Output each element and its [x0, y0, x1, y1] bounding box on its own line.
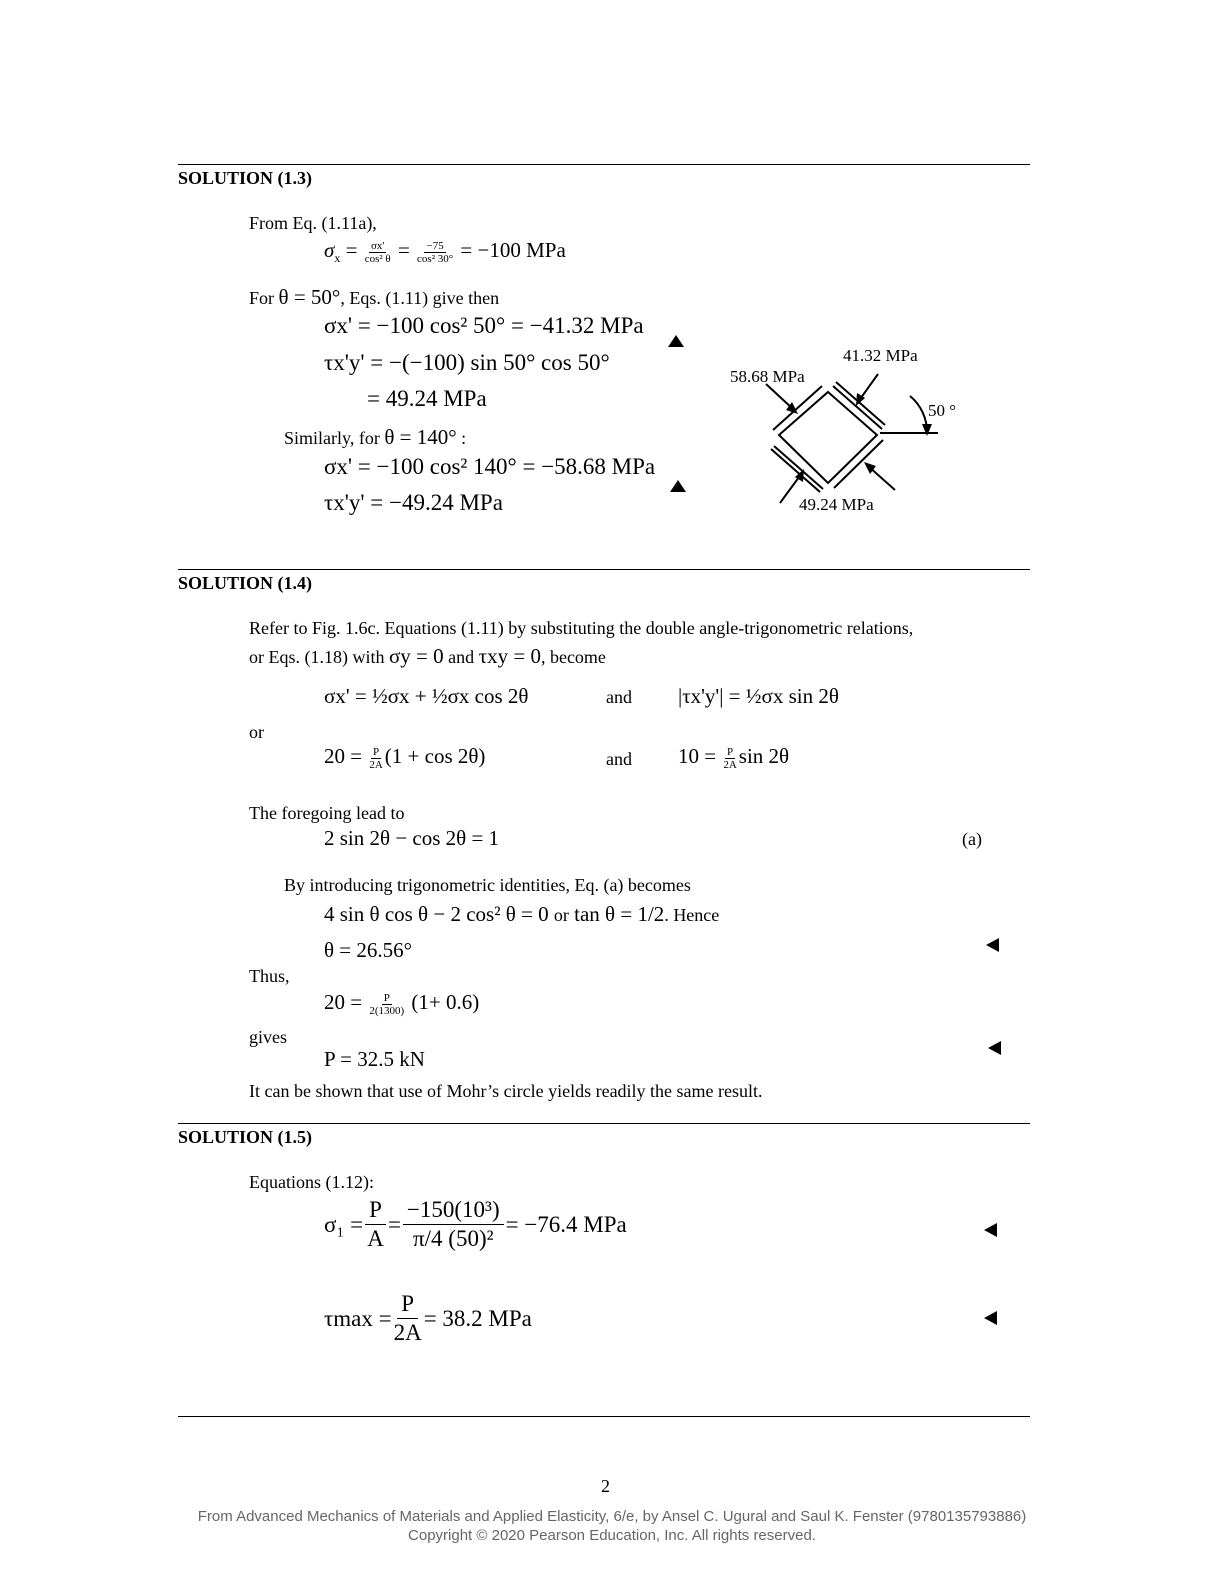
fraction-p-over-2a: $\frac{P}{2A}$: [369, 745, 383, 771]
eq-sigma-double-angle: σx' = ½σx + ½σx cos 2θ: [324, 684, 529, 708]
eq-sigma-x-lhs: σ: [324, 238, 335, 262]
label-49-24: 49.24 MPa: [799, 495, 874, 514]
arrowhead-angle: [922, 424, 932, 436]
eq-theta-result: θ = 26.56°: [324, 938, 413, 962]
heading-solution-1-3: SOLUTION (1.3): [178, 168, 313, 188]
eq-sigma-x-prime-140: σx' = −100 cos² 140° = −58.68 MPa: [324, 454, 656, 479]
and-label-2: and: [606, 749, 632, 769]
and-label-1: and: [606, 687, 632, 707]
eq-p-result: P = 32.5 kN: [324, 1047, 425, 1071]
intro-text: By introducing trigonometric identities, Eq. (a) becomes: [284, 875, 691, 895]
footer-line-2: Copyright © 2020 Pearson Education, Inc. All rights reserved.: [408, 1527, 816, 1544]
rule-solution-1-4: [178, 569, 1030, 570]
eq-sigma-x: $\sigma_x$ = $\frac{\sigma x'}{\text{cos² θ}}$ = $\frac{-75}{\text{cos² 30°}}$ = −100 MPa: [324, 238, 566, 266]
answer-marker-icon: [988, 1041, 1001, 1055]
stress-element-diagram: [720, 340, 980, 525]
rule-bottom: [178, 1416, 1030, 1417]
closing-text: It can be shown that use of Mohr’s circle yields readily the same result.: [249, 1081, 763, 1101]
fraction-p-over-2a: $\frac{P}{2A}$: [723, 745, 737, 771]
eq-sigma-1: σ₁ = $\frac{P}{A}$ = $\frac{\text{−150(10³)}}{\text{π/4 (50)²}}$ = −76.4 MPa: [324, 1197, 627, 1251]
answer-marker-icon: [986, 938, 999, 952]
eq-identity: 4 sin θ cos θ − 2 cos² θ = 0 or tan θ = 1/2. Hence: [324, 902, 720, 926]
fraction-p-over-2a-large: $\frac{P}{2A}$: [393, 1291, 422, 1345]
eq-sigma-x-prime-50: σx' = −100 cos² 50° = −41.32 MPa: [324, 313, 644, 338]
answer-marker-icon: [984, 1311, 997, 1325]
heading-solution-1-5: SOLUTION (1.5): [178, 1127, 313, 1147]
answer-marker-icon: [668, 335, 684, 347]
page-number: 2: [601, 1476, 610, 1496]
eq-10-equals: 10 = $\frac{P}{2A}$ sin 2θ: [678, 744, 790, 771]
foregoing-text: The foregoing lead to: [249, 803, 405, 823]
eq-20-equals: 20 = $\frac{P}{2A}$ (1 + cos 2θ): [324, 744, 486, 771]
eq-sigma-x-result: = −100 MPa: [460, 238, 566, 262]
rule-top: [178, 164, 1030, 165]
eq-tau-50: τx'y' = −(−100) sin 50° cos 50°: [324, 350, 610, 375]
label-41-32: 41.32 MPa: [843, 346, 918, 365]
heading-solution-1-4: SOLUTION (1.4): [178, 573, 313, 593]
eq-20-p: 20 = $\frac{P}{2(1300)}$ (1+ 0.6): [324, 990, 480, 1017]
label-58-68: 58.68 MPa: [730, 367, 805, 386]
eq-a: 2 sin 2θ − cos 2θ = 1: [324, 826, 500, 850]
eq-tag-a: (a): [962, 829, 982, 849]
fraction-sigma-over-cos: $\frac{\sigma x'}{\text{cos² θ}}$: [364, 239, 391, 265]
for-theta-line: For θ = 50°, Eqs. (1.11) give then: [249, 285, 500, 309]
or-label: or: [249, 722, 264, 742]
footer-line-1: From Advanced Mechanics of Materials and Applied Elasticity, 6/e, by Ansel C. Ugural and Saul K. Fenster (9780135793886): [197, 1508, 1027, 1525]
rule-solution-1-5: [178, 1123, 1030, 1124]
eq-tau-140: τx'y' = −49.24 MPa: [324, 490, 503, 515]
eq-tau-50-value: = 49.24 MPa: [367, 386, 487, 411]
fraction-150-over-area: $\frac{\text{−150(10³)}}{\text{π/4 (50)²}}$: [403, 1196, 504, 1253]
eq-tau-max: τmax = $\frac{P}{2A}$ = 38.2 MPa: [324, 1291, 532, 1345]
similarly-line: Similarly, for θ = 140° :: [284, 425, 467, 449]
fraction-p-over-2600: $\frac{P}{2(1300)}$: [369, 991, 405, 1017]
refer-line-1: Refer to Fig. 1.6c. Equations (1.11) by substituting the double angle-trigonometric relations,: [249, 618, 914, 638]
fraction-p-over-a: $\frac{P}{A}$: [365, 1196, 386, 1253]
answer-marker-icon: [984, 1223, 997, 1237]
answer-marker-icon: [670, 480, 686, 492]
from-eq-text: From Eq. (1.11a),: [249, 213, 377, 233]
equations-ref: Equations (1.12):: [249, 1172, 374, 1192]
gives-label: gives: [249, 1027, 287, 1047]
thus-label: Thus,: [249, 966, 290, 986]
refer-line-2: or Eqs. (1.18) with σy = 0 and τxy = 0, become: [249, 644, 606, 668]
fraction-75-over-cos30: $\frac{-75}{\text{cos² 30°}}$: [417, 239, 454, 265]
eq-tau-double-angle: |τx'y'| = ½σx sin 2θ: [678, 684, 839, 708]
label-50-deg: 50 °: [928, 401, 957, 420]
